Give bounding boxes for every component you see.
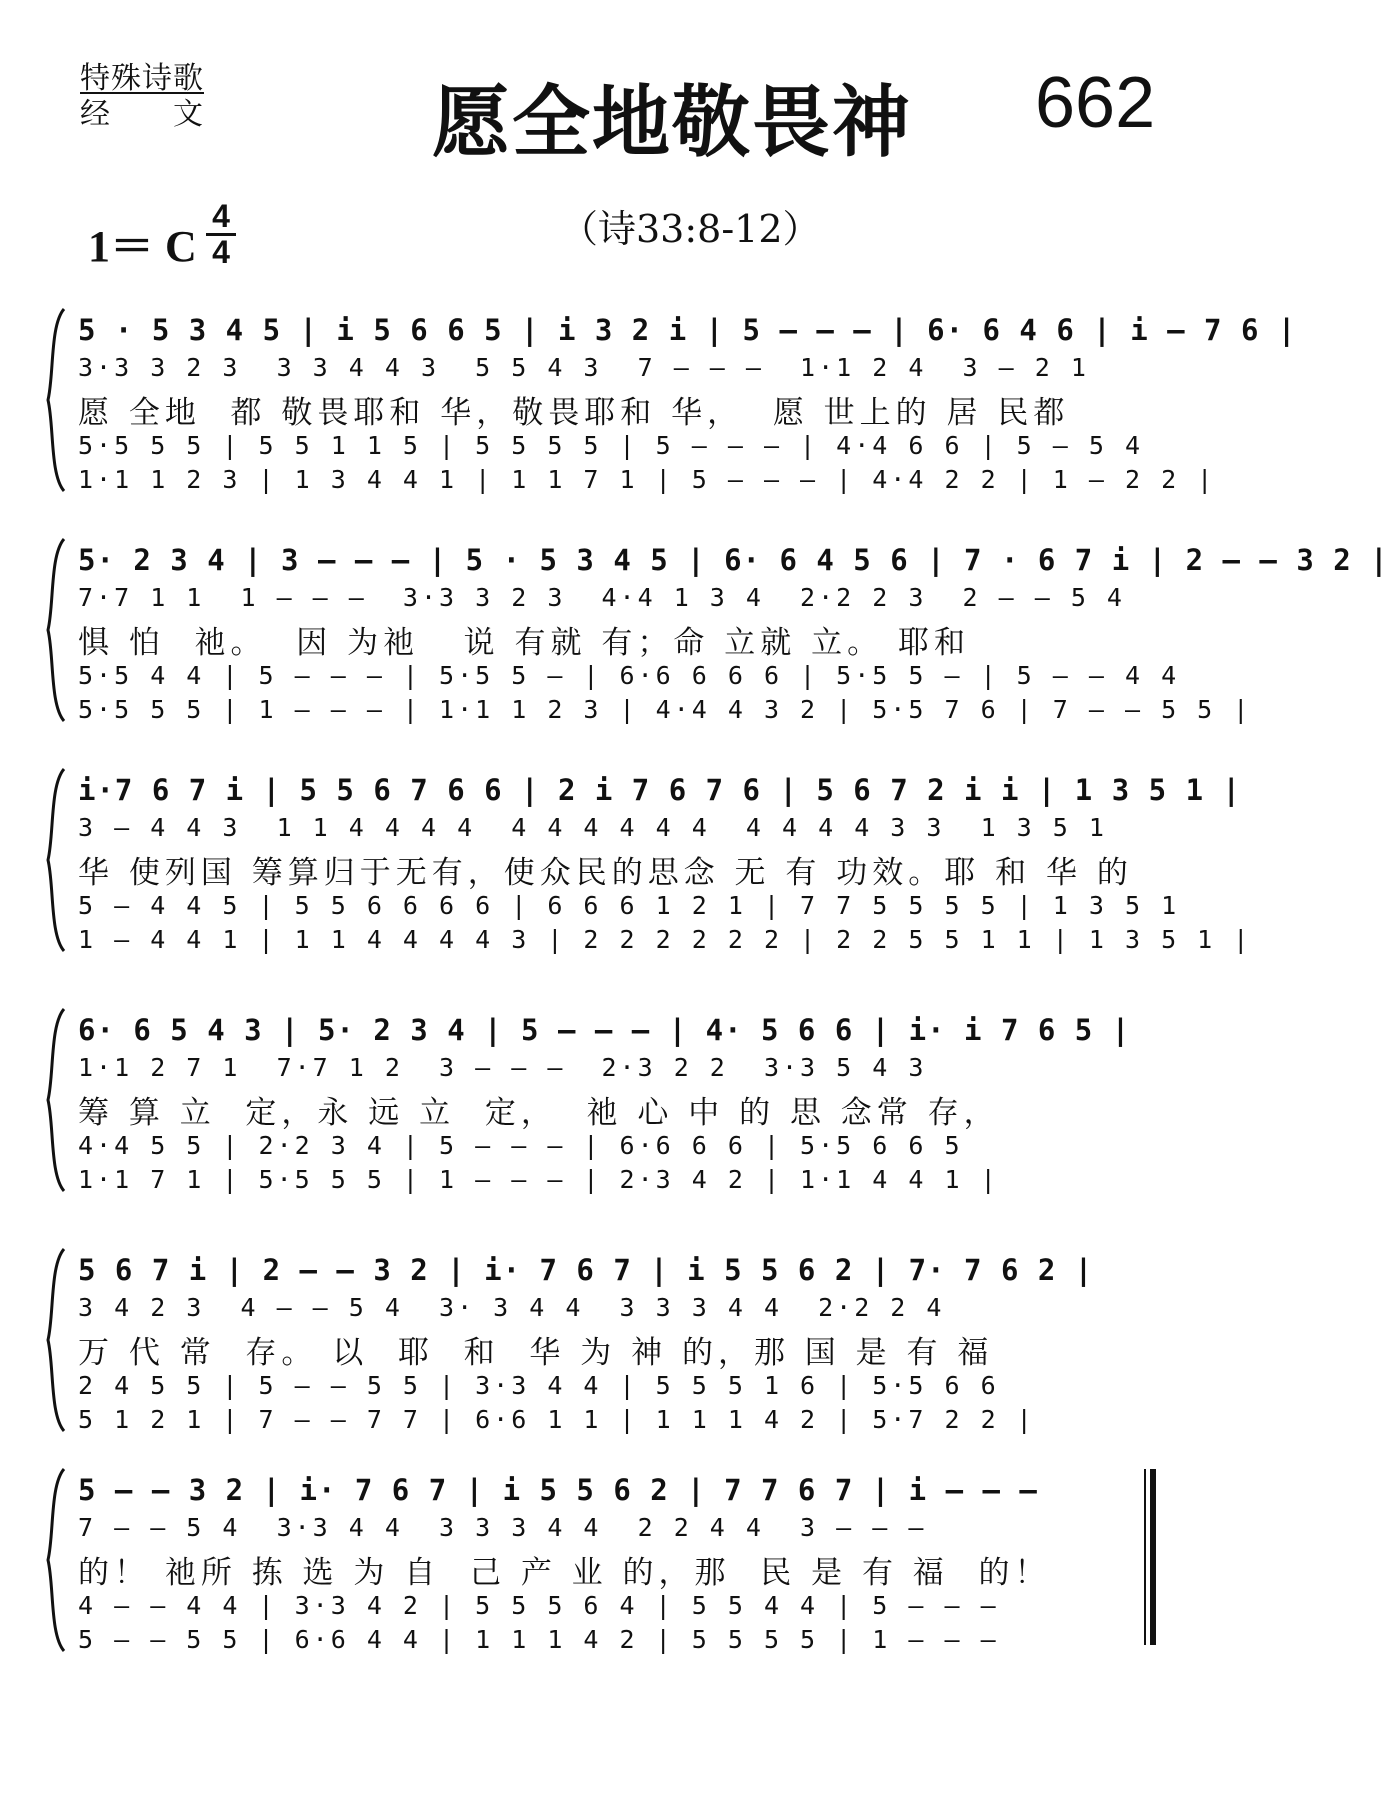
soprano-line: 5· 2 3 4 | 3 – – – | 5 · 5 3 4 5 | 6· 6 4 5 6 | 7 · 6 7 i | 2 – – 3 2 | <box>78 543 1389 577</box>
bass-line: 1·1 1 2 3 | 1 3 4 4 1 | 1 1 7 1 | 5 – – – | 4·4 2 2 | 1 – 2 2 | <box>78 465 1216 494</box>
bass-line: 1·1 7 1 | 5·5 5 5 | 1 – – – | 2·3 4 2 | 1·1 4 4 1 | <box>78 1165 999 1194</box>
music-system-6 <box>42 1465 1162 1655</box>
category-line-2: 经 文 <box>80 97 204 132</box>
time-signature <box>206 200 236 269</box>
system-brace <box>42 305 72 495</box>
hymn-title: 愿全地敬畏神 <box>432 78 913 168</box>
soprano-line: 6· 6 5 4 3 | 5· 2 3 4 | 5 – – – | 4· 5 6 6 | i· i 7 6 5 | <box>78 1013 1131 1047</box>
tenor-line: 2 4 5 5 | 5 – – 5 5 | 3·3 4 4 | 5 5 5 1 6 | 5·5 6 6 <box>78 1371 999 1400</box>
lyrics-line: 华 使列国 筹算归于无有，使众民的思念 无 有 功效。耶 和 华 的 <box>78 855 1133 891</box>
soprano-line: 5 – – 3 2 | i· 7 6 7 | i 5 5 6 2 | 7 7 6 7 | i – – – <box>78 1473 1038 1507</box>
alto-line: 7·7 1 1 1 – – – 3·3 3 2 3 4·4 1 3 4 2·2 2 3 2 – – 5 4 <box>78 583 1125 612</box>
bass-line: 5 – – 5 5 | 6·6 4 4 | 1 1 1 4 2 | 5 5 5 5 | 1 – – – <box>78 1625 999 1654</box>
music-system-4 <box>42 1005 1162 1195</box>
bass-line: 1 – 4 4 1 | 1 1 4 4 4 4 3 | 2 2 2 2 2 2 | 2 2 5 5 1 1 | 1 3 5 1 | <box>78 925 1252 954</box>
system-brace <box>42 535 72 725</box>
lyrics-line: 愿 全地 都 敬畏耶和 华，敬畏耶和 华， 愿 世上的 居 民都 <box>78 395 1070 431</box>
bass-line: 5·5 5 5 | 1 – – – | 1·1 1 2 3 | 4·4 4 3 2 | 5·5 7 6 | 7 – – 5 5 | <box>78 695 1252 724</box>
system-brace <box>42 1465 72 1655</box>
scripture-reference: （诗33:8-12） <box>560 207 821 251</box>
alto-line: 3 4 2 3 4 – – 5 4 3· 3 4 4 3 3 3 4 4 2·2 2 4 <box>78 1293 945 1322</box>
bass-line: 5 1 2 1 | 7 – – 7 7 | 6·6 1 1 | 1 1 1 4 2 | 5·7 2 2 | <box>78 1405 1035 1434</box>
tenor-line: 4 – – 4 4 | 3·3 4 2 | 5 5 5 6 4 | 5 5 4 4 | 5 – – – <box>78 1591 999 1620</box>
music-system-1 <box>42 305 1297 495</box>
final-barline <box>1144 1469 1156 1645</box>
system-brace <box>42 765 72 955</box>
alto-line: 3·3 3 2 3 3 3 4 4 3 5 5 4 3 7 – – – 1·1 2 4 3 – 2 1 <box>78 353 1089 382</box>
time-signature-numerator: 4 <box>206 200 236 236</box>
tenor-line: 5 – 4 4 5 | 5 5 6 6 6 6 | 6 6 6 1 2 1 | 7 7 5 5 5 5 | 1 3 5 1 <box>78 891 1180 920</box>
key-signature: 1＝ C <box>88 222 197 271</box>
tenor-line: 4·4 5 5 | 2·2 3 4 | 5 – – – | 6·6 6 6 | 5·5 6 6 5 <box>78 1131 963 1160</box>
music-system-2 <box>42 535 1389 725</box>
alto-line: 1·1 2 7 1 7·7 1 2 3 – – – 2·3 2 2 3·3 5 4 3 <box>78 1053 927 1082</box>
time-signature-denominator: 4 <box>212 234 230 270</box>
soprano-line: 5 · 5 3 4 5 | i 5 6 6 5 | i 3 2 i | 5 – – – | 6· 6 4 6 | i – 7 6 | <box>78 313 1297 347</box>
alto-line: 7 – – 5 4 3·3 4 4 3 3 3 4 4 2 2 4 4 3 – – – <box>78 1513 927 1542</box>
system-brace <box>42 1005 72 1195</box>
lyrics-line: 筹 算 立 定，永 远 立 定， 祂 心 中 的 思 念常 存， <box>78 1095 1000 1131</box>
tenor-line: 5·5 5 5 | 5 5 1 1 5 | 5 5 5 5 | 5 – – – | 4·4 6 6 | 5 – 5 4 <box>78 431 1144 460</box>
lyrics-line: 万 代 常 存。 以 耶 和 华 为 神 的，那 国 是 有 福 <box>78 1335 994 1371</box>
music-system-5 <box>42 1245 1162 1435</box>
system-brace <box>42 1245 72 1435</box>
soprano-line: i·7 6 7 i | 5 5 6 7 6 6 | 2 i 7 6 7 6 | 5 6 7 2 i i | 1 3 5 1 | <box>78 773 1241 807</box>
lyrics-line: 惧 怕 祂。 因 为祂 说 有就 有；命 立就 立。 耶和 <box>78 625 970 661</box>
soprano-line: 5 6 7 i | 2 – – 3 2 | i· 7 6 7 | i 5 5 6 2 | 7· 7 6 2 | <box>78 1253 1094 1287</box>
tenor-line: 5·5 4 4 | 5 – – – | 5·5 5 – | 6·6 6 6 6 | 5·5 5 – | 5 – – 4 4 <box>78 661 1180 690</box>
hymn-number: 662 <box>1035 63 1156 143</box>
lyrics-line: 的！ 祂所 拣 选 为 自 己 产 业 的，那 民 是 有 福 的！ <box>78 1555 1051 1591</box>
alto-line: 3 – 4 4 3 1 1 4 4 4 4 4 4 4 4 4 4 4 4 4 4 3 3 1 3 5 1 <box>78 813 1107 842</box>
category-line-1: 特殊诗歌 <box>80 61 204 96</box>
music-system-3 <box>42 765 1252 955</box>
